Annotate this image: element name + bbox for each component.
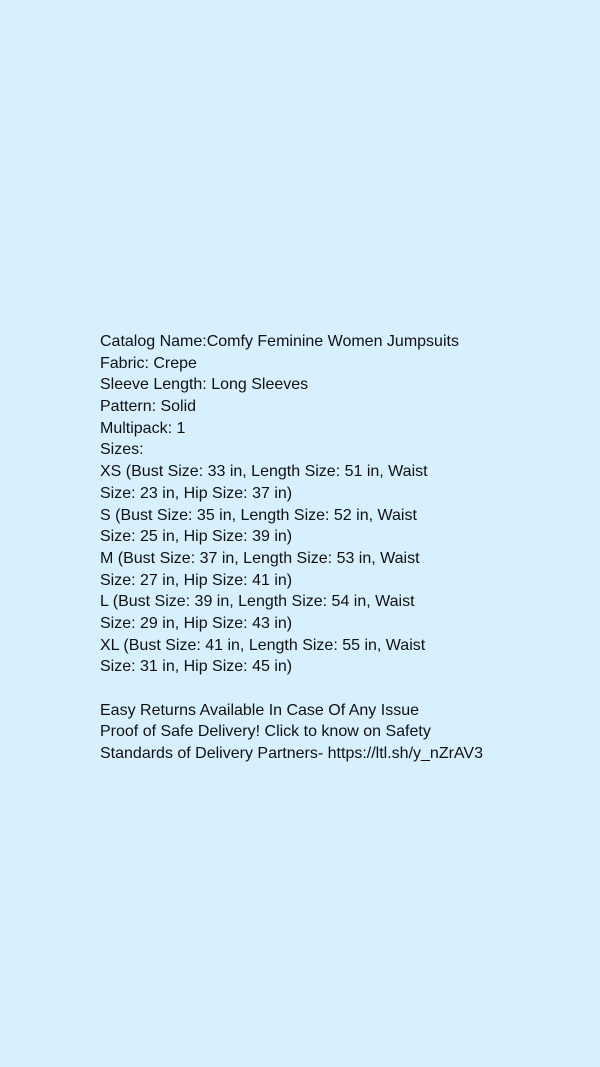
spacer: [100, 678, 560, 700]
size-line: Size: 29 in, Hip Size: 43 in): [100, 614, 293, 632]
size-entry-xs: [100, 461, 560, 504]
size-entry-xl: [100, 635, 560, 678]
size-line: Size: 23 in, Hip Size: 37 in): [100, 484, 293, 502]
size-line: S (Bust Size: 35 in, Length Size: 52 in, Waist: [100, 506, 417, 524]
size-entry-l: [100, 591, 560, 634]
returns-notice: Easy Returns Available In Case Of Any Issue: [100, 701, 419, 719]
size-line: Size: 25 in, Hip Size: 39 in): [100, 528, 293, 546]
multipack-detail: Multipack: 1: [100, 419, 186, 437]
sizes-heading: Sizes:: [100, 441, 144, 459]
size-line: XL (Bust Size: 41 in, Length Size: 55 in, Waist: [100, 636, 426, 654]
pattern-detail: Pattern: Solid: [100, 398, 197, 416]
size-line: Size: 27 in, Hip Size: 41 in): [100, 571, 293, 589]
size-entry-s: [100, 505, 560, 548]
size-line: XS (Bust Size: 33 in, Length Size: 51 in, Waist: [100, 463, 428, 481]
fabric-detail: Fabric: Crepe: [100, 354, 197, 372]
size-line: Size: 31 in, Hip Size: 45 in): [100, 658, 293, 676]
delivery-notice-line: Standards of Delivery Partners- https://ltl.sh/y_nZrAV3: [100, 745, 483, 763]
size-line: M (Bust Size: 37 in, Length Size: 53 in, Waist: [100, 549, 420, 567]
product-details-text: [100, 331, 560, 765]
size-entry-m: [100, 548, 560, 591]
sleeve-length-detail: Sleeve Length: Long Sleeves: [100, 376, 309, 394]
catalog-name: Catalog Name:Comfy Feminine Women Jumpsuits: [100, 333, 459, 350]
size-line: L (Bust Size: 39 in, Length Size: 54 in, Waist: [100, 593, 415, 611]
delivery-notice-line: Proof of Safe Delivery! Click to know on Safety: [100, 723, 431, 741]
